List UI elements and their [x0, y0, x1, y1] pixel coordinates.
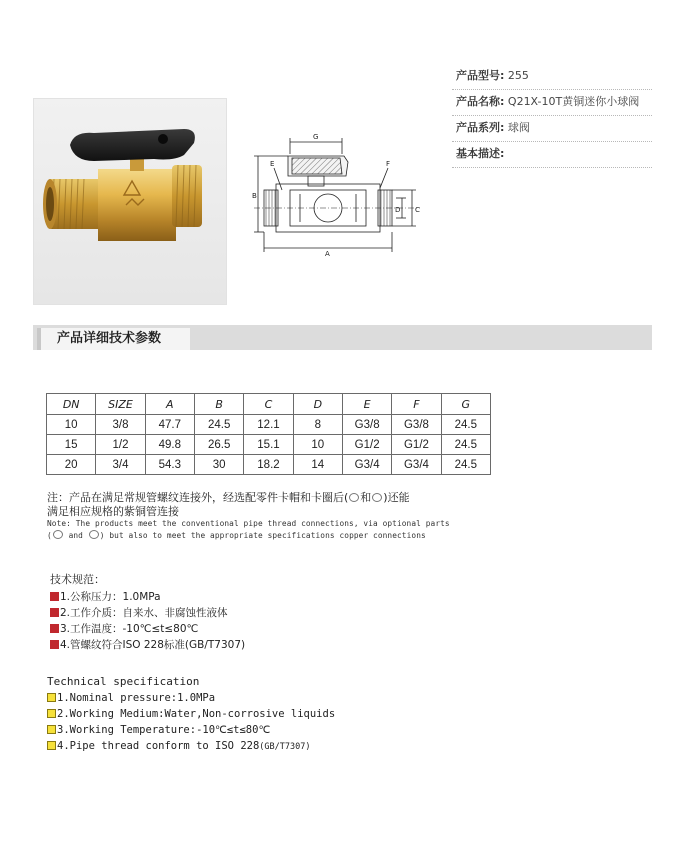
info-value: Q21X-10T黄铜迷你小球阀: [507, 95, 640, 108]
red-square-icon: [50, 592, 59, 601]
table-cell: 3/8: [96, 415, 145, 435]
spec-cn-item: [50, 589, 245, 605]
spec-en-title: Technical specification: [47, 675, 200, 688]
table-cell: 18.2: [244, 455, 293, 475]
spec-en-text: 3.Working Temperature:-10℃≤t≤80℃: [57, 724, 271, 736]
note-english: [47, 519, 567, 541]
spec-cn-item: [50, 621, 245, 637]
table-cell: 3/4: [96, 455, 145, 475]
spec-en-item: [47, 722, 335, 738]
dim-label-c: C: [415, 206, 420, 214]
table-cell: 30: [194, 455, 243, 475]
table-header-cell: D: [293, 394, 342, 415]
table-cell: 47.7: [145, 415, 194, 435]
spec-en-text: 4.Pipe thread conform to ISO 228: [57, 740, 260, 752]
info-label: 产品名称:: [456, 95, 505, 108]
table-cell: G3/4: [342, 455, 391, 475]
table-cell: G1/2: [392, 435, 441, 455]
table-cell: 10: [293, 435, 342, 455]
note-cn-line-2: 满足相应规格的紫铜管连接: [47, 505, 179, 518]
spec-en-item: [47, 738, 335, 754]
note-chinese: [47, 491, 517, 519]
table-cell: 24.5: [441, 415, 490, 435]
info-row-model: [452, 64, 652, 90]
yellow-square-icon: [47, 741, 56, 750]
technical-drawing: [250, 128, 426, 258]
note-text: ) but also to meet the appropriate specifications copper connections: [99, 530, 426, 540]
table-cell: 26.5: [194, 435, 243, 455]
table-cell: 24.5: [194, 415, 243, 435]
table-header-cell: F: [392, 394, 441, 415]
note-en-line-2: [47, 530, 567, 542]
note-text: and: [63, 530, 88, 540]
table-cell: 24.5: [441, 435, 490, 455]
note-en-line-1: Note: The products meet the conventional pipe thread connections, via optional parts: [47, 519, 450, 528]
table-cell: 49.8: [145, 435, 194, 455]
info-value: 255: [507, 69, 529, 82]
yellow-square-icon: [47, 693, 56, 702]
info-row-description: [452, 142, 652, 168]
table-header-row: [47, 394, 491, 415]
table-cell: G3/8: [342, 415, 391, 435]
note-cn-line-1: [47, 491, 517, 505]
table-header-cell: DN: [47, 394, 96, 415]
table-cell: 8: [293, 415, 342, 435]
spec-cn-text: 4.管螺纹符合ISO 228标准(GB/T7307): [60, 639, 246, 651]
table-row: [47, 455, 491, 475]
spec-cn-text: 3.工作温度：-10℃≤t≤80℃: [60, 623, 199, 635]
note-text: )还能: [383, 491, 410, 504]
spec-cn-text: 1.公称压力：1.0MPa: [60, 591, 161, 603]
dim-label-a: A: [325, 250, 330, 258]
yellow-square-icon: [47, 709, 56, 718]
table-cell: 15: [47, 435, 96, 455]
table-header-cell: SIZE: [96, 394, 145, 415]
note-text: (: [47, 530, 52, 540]
section-header-bar: [33, 325, 652, 350]
spec-cn-item: [50, 605, 245, 621]
table-cell: 15.1: [244, 435, 293, 455]
note-text: 注：产品在满足常规管螺纹连接外，经选配零件卡帽和卡圈后(: [47, 491, 349, 504]
table-row: [47, 415, 491, 435]
dim-label-g: G: [313, 133, 319, 141]
table-cell: 1/2: [96, 435, 145, 455]
yellow-square-icon: [47, 725, 56, 734]
table-cell: 14: [293, 455, 342, 475]
spec-en-text: 1.Nominal pressure:1.0MPa: [57, 692, 216, 704]
product-photo: [33, 98, 227, 305]
table-cell: 12.1: [244, 415, 293, 435]
table-cell: G3/4: [392, 455, 441, 475]
spec-en-text: 2.Working Medium:Water,Non-corrosive liquids: [57, 708, 336, 720]
spec-en-item: [47, 690, 335, 706]
table-cell: G1/2: [342, 435, 391, 455]
spec-cn-item: [50, 637, 245, 653]
note-text: 和: [360, 491, 372, 504]
spec-cn-title: 技术规范：: [50, 573, 105, 586]
spec-en-item: [47, 706, 335, 722]
cap-icon: [53, 530, 63, 539]
spec-cn-text: 2.工作介质：自来水、非腐蚀性液体: [60, 607, 228, 619]
table-cell: 24.5: [441, 455, 490, 475]
dim-label-b: B: [252, 192, 257, 200]
dim-label-f: F: [386, 160, 391, 168]
tech-spec-cn: [50, 571, 245, 653]
ring-icon: [372, 493, 382, 502]
info-value: 球阀: [507, 121, 530, 134]
table-row: [47, 435, 491, 455]
table-header-cell: A: [145, 394, 194, 415]
table-cell: 10: [47, 415, 96, 435]
table-header-cell: C: [244, 394, 293, 415]
table-cell: 54.3: [145, 455, 194, 475]
cap-icon: [349, 493, 359, 502]
ring-icon: [89, 530, 99, 539]
info-row-series: [452, 116, 652, 142]
dim-label-d: D: [395, 206, 401, 214]
dim-label-e: E: [270, 160, 275, 168]
red-square-icon: [50, 608, 59, 617]
red-square-icon: [50, 640, 59, 649]
info-label: 产品系列:: [456, 121, 505, 134]
info-label: 基本描述:: [456, 147, 505, 160]
table-cell: G3/8: [392, 415, 441, 435]
info-label: 产品型号:: [456, 69, 505, 82]
red-square-icon: [50, 624, 59, 633]
section-title: 产品详细技术参数: [37, 328, 190, 350]
dimension-table: [46, 393, 491, 475]
product-info-panel: [452, 64, 652, 168]
spec-en-text-small: (GB/T7307): [259, 742, 311, 752]
info-row-name: [452, 90, 652, 116]
table-header-cell: B: [194, 394, 243, 415]
tech-spec-en: [47, 675, 335, 754]
table-header-cell: E: [342, 394, 391, 415]
table-header-cell: G: [441, 394, 490, 415]
table-cell: 20: [47, 455, 96, 475]
